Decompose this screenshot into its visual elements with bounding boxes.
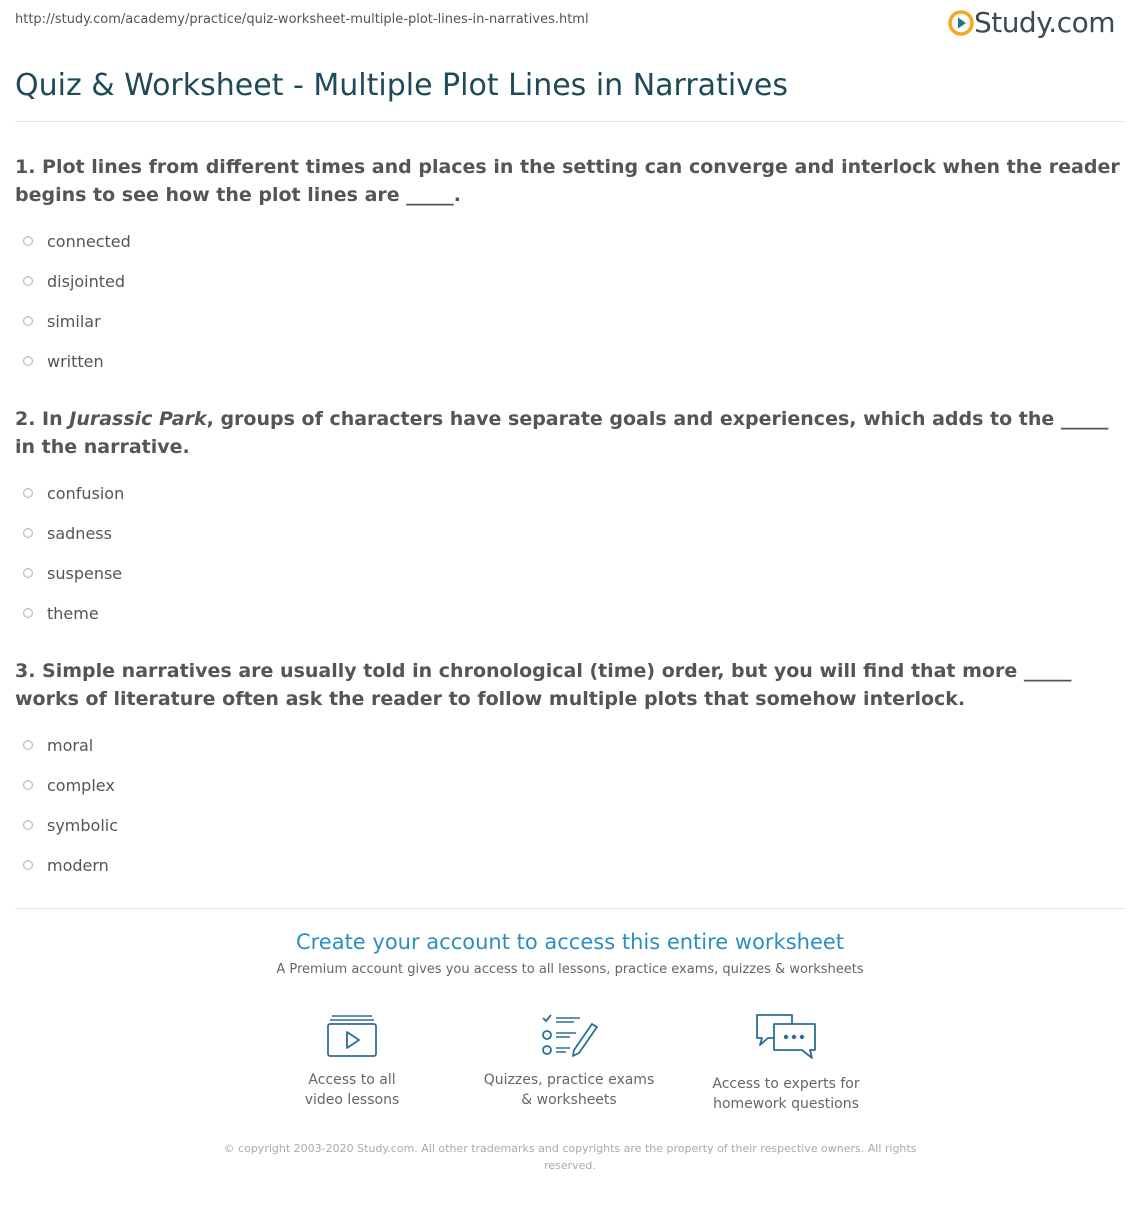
radio-button[interactable] bbox=[23, 356, 33, 366]
option-label: disjointed bbox=[47, 271, 126, 291]
study-logo[interactable] bbox=[948, 6, 1115, 39]
page-header bbox=[15, 0, 1125, 60]
feature-label: Access to experts for homework questions bbox=[712, 1076, 860, 1112]
cta-subtitle: A Premium account gives you access to all lessons, practice exams, quizzes & worksheets bbox=[276, 962, 864, 977]
answer-option[interactable] bbox=[15, 845, 1125, 885]
radio-button[interactable] bbox=[23, 488, 33, 498]
option-label: symbolic bbox=[47, 815, 119, 835]
chat-bubbles-icon bbox=[754, 1012, 818, 1062]
page-url[interactable]: http://study.com/academy/practice/quiz-worksheet-multiple-plot-lines-in-narratives.html bbox=[15, 12, 589, 27]
question-prefix: 2. In bbox=[15, 408, 70, 430]
radio-button[interactable] bbox=[23, 608, 33, 618]
signup-cta bbox=[15, 930, 1125, 977]
answer-option[interactable] bbox=[15, 473, 1125, 513]
title-divider bbox=[15, 121, 1125, 122]
radio-button[interactable] bbox=[23, 316, 33, 326]
option-label: sadness bbox=[47, 523, 112, 543]
question-text: 3. Simple narratives are usually told in chronological (time) order, but you will find that more _____ works of literature often ask the reader to follow multiple plots that somehow interlock. bbox=[15, 660, 1072, 710]
feature-label: Quizzes, practice exams & worksheets bbox=[483, 1072, 655, 1108]
answer-option[interactable] bbox=[15, 513, 1125, 553]
question-2 bbox=[15, 405, 1125, 633]
section-divider bbox=[15, 908, 1125, 909]
answer-option[interactable] bbox=[15, 553, 1125, 593]
copyright-footer: © copyright 2003-2020 Study.com. All other trademarks and copyrights are the property of their respective owners. All rights reserved. bbox=[223, 1142, 917, 1172]
page-title: Quiz & Worksheet - Multiple Plot Lines in Narratives bbox=[15, 68, 788, 103]
feature-experts bbox=[686, 1012, 886, 1114]
answer-option[interactable] bbox=[15, 341, 1125, 381]
option-label: confusion bbox=[47, 483, 125, 503]
radio-button[interactable] bbox=[23, 860, 33, 870]
radio-button[interactable] bbox=[23, 528, 33, 538]
answer-option[interactable] bbox=[15, 805, 1125, 845]
book-title: Jurassic Park bbox=[69, 408, 207, 430]
option-label: written bbox=[47, 351, 104, 371]
question-suffix: , groups of characters have separate goals and experiences, which adds to the _____ in the narrative. bbox=[15, 408, 1109, 458]
radio-button[interactable] bbox=[23, 740, 33, 750]
option-label: similar bbox=[47, 311, 101, 331]
answer-option[interactable] bbox=[15, 261, 1125, 301]
logo-text: Study.com bbox=[973, 6, 1115, 39]
question-text: 1. Plot lines from different times and places in the setting can converge and interlock when the reader begins to see how the plot lines are _____. bbox=[15, 156, 1120, 206]
cta-title-link[interactable]: Create your account to access this entire worksheet bbox=[295, 930, 845, 954]
feature-quizzes bbox=[469, 1012, 669, 1110]
option-label: suspense bbox=[47, 563, 123, 583]
feature-label: Access to all video lessons bbox=[304, 1072, 400, 1108]
play-logo-icon bbox=[948, 10, 974, 36]
video-lesson-icon bbox=[326, 1012, 378, 1058]
radio-button[interactable] bbox=[23, 820, 33, 830]
radio-button[interactable] bbox=[23, 780, 33, 790]
radio-button[interactable] bbox=[23, 568, 33, 578]
option-label: complex bbox=[47, 775, 115, 795]
answer-option[interactable] bbox=[15, 593, 1125, 633]
quiz-checklist-icon bbox=[540, 1012, 598, 1058]
answer-option[interactable] bbox=[15, 725, 1125, 765]
answer-option[interactable] bbox=[15, 765, 1125, 805]
option-label: moral bbox=[47, 735, 94, 755]
question-3 bbox=[15, 657, 1125, 885]
radio-button[interactable] bbox=[23, 236, 33, 246]
answer-option[interactable] bbox=[15, 221, 1125, 261]
question-1 bbox=[15, 153, 1125, 381]
question-text bbox=[15, 405, 1125, 461]
option-label: modern bbox=[47, 855, 109, 875]
radio-button[interactable] bbox=[23, 276, 33, 286]
option-label: connected bbox=[47, 231, 131, 251]
option-label: theme bbox=[47, 603, 99, 623]
answer-option[interactable] bbox=[15, 301, 1125, 341]
feature-video-lessons bbox=[252, 1012, 452, 1110]
